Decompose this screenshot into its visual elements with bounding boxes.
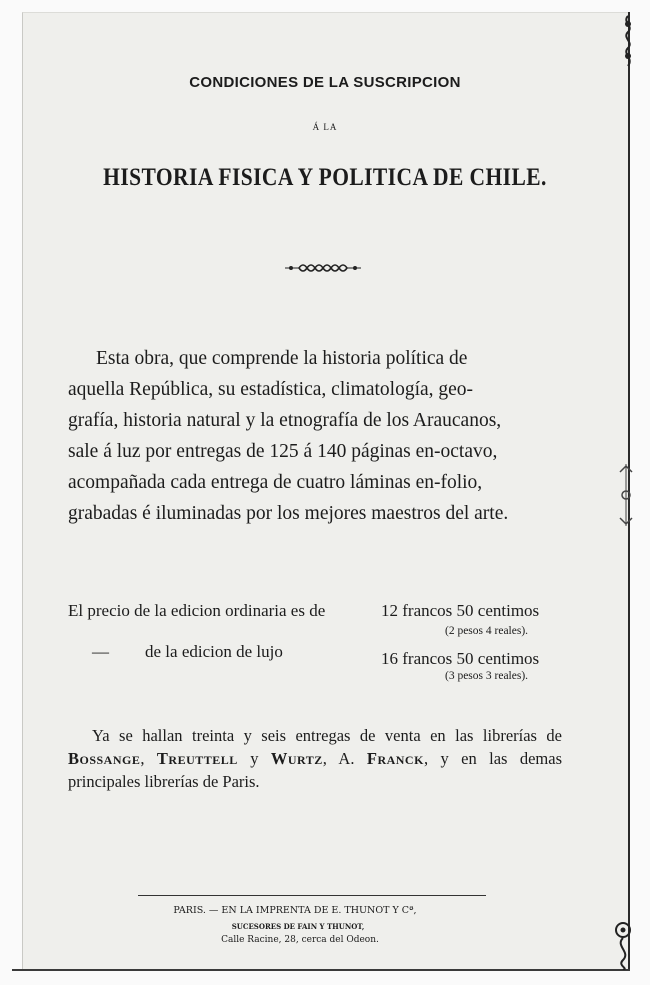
imprint-line: SUCESORES DE FAIN Y THUNOT, [231,922,365,931]
bookseller-name: Franck [366,749,424,768]
description-line: grafía, historia natural y la etnografía de los Araucanos, [68,410,502,431]
description-line: acompañada cada entrega de cuatro láminas en-folio, [68,472,483,493]
separator-text: y [237,749,271,768]
description-line: sale á luz por entregas de 125 á 140 páginas en-octavo, [68,441,498,462]
connector-text: Á LA [312,122,338,132]
availability-paragraph [68,724,562,793]
availability-text: , y en las demas principales librerías de Paris. [68,749,563,791]
imprint-line: PARIS. — EN LA IMPRENTA DE E. THUNOT Y Cª, [173,905,417,916]
bookseller-name: Wurtz [270,749,323,768]
title-ornament-icon [285,261,361,275]
corner-ornament-icon [612,918,634,970]
subscription-heading: CONDICIONES DE LA SUSCRIPCION [189,74,461,91]
description-line: Esta obra, que comprende la historia política de [96,348,468,369]
bookseller-name: Treuttell [156,749,238,768]
ditto-dash: — [92,642,109,661]
imprint-line: Calle Racine, 28, cerca del Odeon. [221,935,379,945]
edge-ornament-icon [616,462,636,528]
ordinary-price-label: El precio de la edicion ordinaria es de [68,601,326,620]
imprint-rule [138,895,486,896]
luxury-price-value: 16 francos 50 centimos [381,649,540,668]
description-line: aquella República, su estadística, climatología, geo- [68,379,474,400]
description-line: grabadas é iluminadas por los mejores maestros del arte. [68,503,509,524]
bookseller-name: Bossange [68,749,141,768]
book-title: HISTORIA FISICA Y POLITICA DE CHILE. [103,164,547,191]
description-paragraph [68,343,568,529]
ordinary-price-value: 12 francos 50 centimos [381,601,540,620]
ordinary-price-note: (2 pesos 4 reales). [445,625,529,637]
corner-ornament-icon [618,14,638,70]
page-edge-bottom [12,969,630,971]
separator-text: , [140,749,157,768]
availability-text: Ya se hallan treinta y seis entregas de venta en las librerías de [92,726,562,745]
luxury-price-note: (3 pesos 3 reales). [445,670,529,682]
luxury-price-label: de la edicion de lujo [145,642,283,661]
separator-text: , A. [322,749,367,768]
